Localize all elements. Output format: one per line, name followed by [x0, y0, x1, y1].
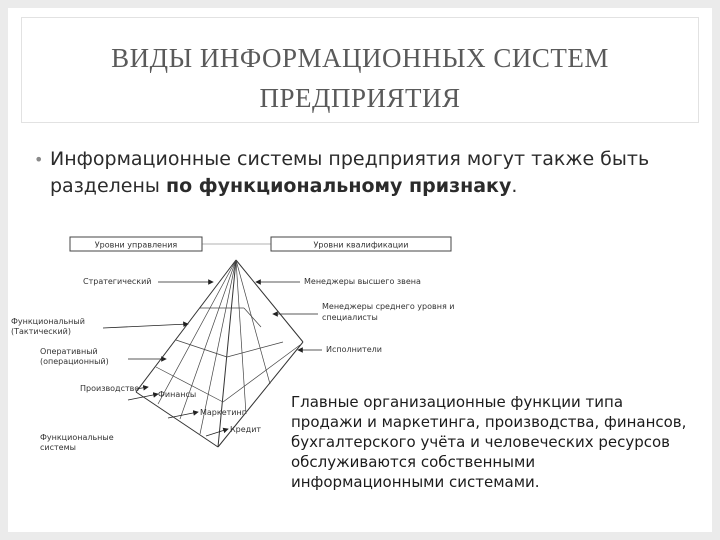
label-production: Производство	[80, 384, 140, 393]
header-right-label: Уровни квалификации	[313, 240, 409, 250]
label-operative-1: Оперативный	[40, 347, 98, 356]
bullet-text-plain: Информационные системы предприятия могут также быть разделены	[50, 148, 650, 197]
label-middle-1: Менеджеры среднего уровня и	[322, 302, 455, 311]
bullet-text-end: .	[511, 175, 518, 197]
label-functional-1: Функциональный	[11, 317, 85, 326]
label-marketing: Маркетинг	[200, 408, 246, 417]
label-top-managers: Менеджеры высшего звена	[304, 277, 421, 286]
bullet-marker: •	[34, 150, 44, 169]
label-operative-2: (операционный)	[40, 357, 109, 366]
label-functional-systems-2: системы	[40, 443, 76, 452]
arrow-finance	[128, 394, 158, 400]
caption-text: Главные организационные функции типа продажи и маркетинга, производства, финансов, бухгалтерского учёта и человеческих ресурсов обслуживаются собственными информационными системами.	[291, 393, 687, 491]
pyramid-outline	[136, 260, 303, 447]
label-executors: Исполнители	[326, 345, 382, 354]
label-strategic: Стратегический	[83, 277, 152, 286]
title-line-2: ПРЕДПРИЯТИЯ	[259, 83, 461, 113]
title-box	[22, 18, 698, 122]
header-left-label: Уровни управления	[94, 240, 178, 250]
label-functional-systems-1: Функциональные	[40, 433, 114, 442]
arrow-functional	[103, 324, 188, 328]
arrow-credit	[206, 429, 228, 436]
title-line-1: ВИДЫ ИНФОРМАЦИОННЫХ СИСТЕМ	[111, 43, 609, 73]
label-credit: Кредит	[230, 425, 262, 434]
label-middle-2: специалисты	[322, 313, 378, 322]
bullet-text-bold: по функциональному признаку	[165, 175, 512, 197]
arrow-marketing	[168, 412, 198, 418]
bullet-text	[34, 146, 650, 200]
label-finance: Финансы	[158, 390, 197, 399]
label-functional-2: (Тактический)	[11, 327, 71, 336]
